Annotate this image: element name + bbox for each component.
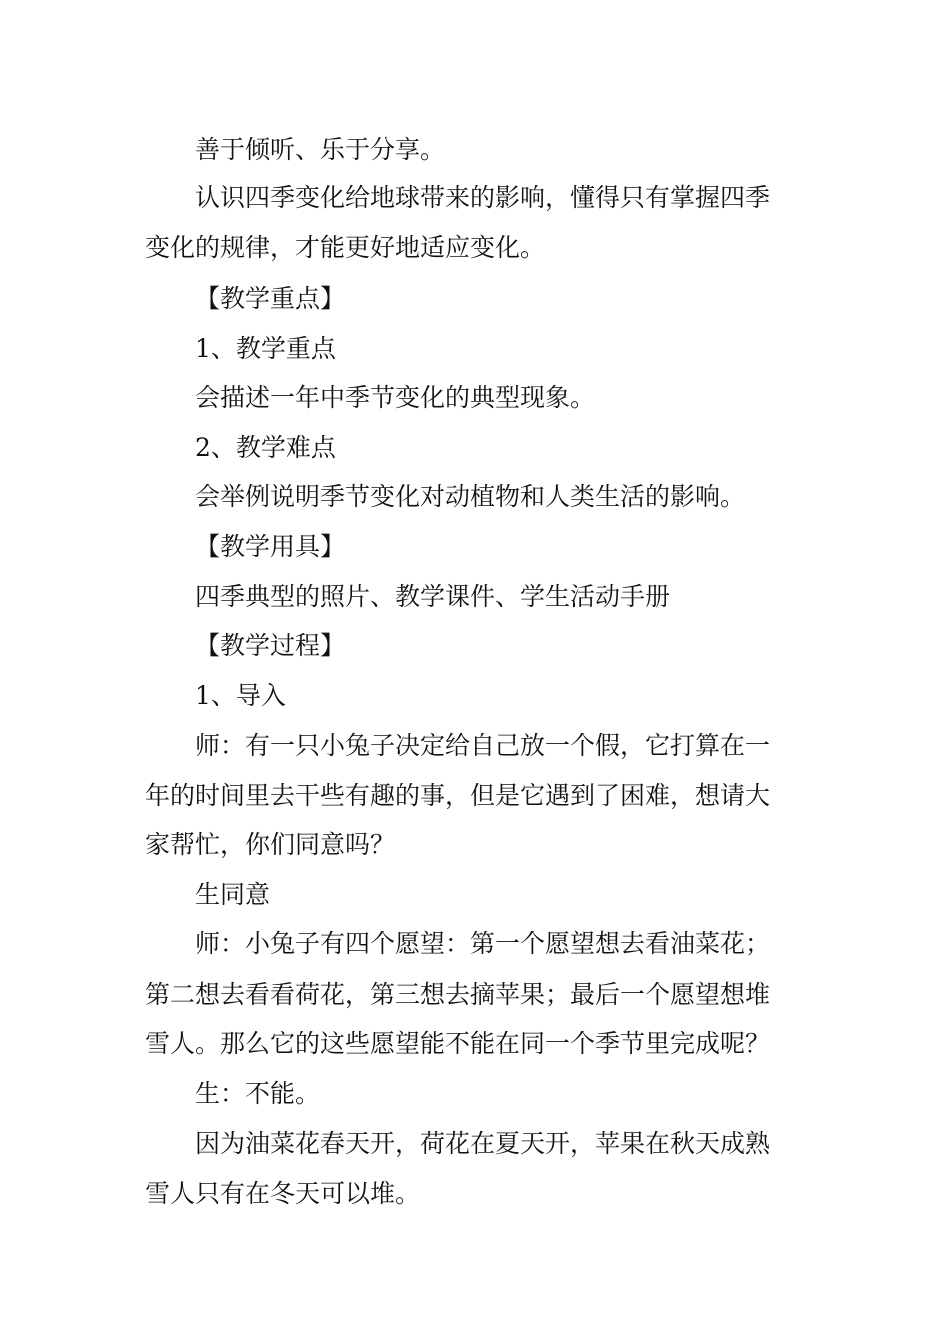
paragraph-line: 会描述一年中季节变化的典型现象。 (195, 383, 596, 412)
subheading: 1、教学重点 (195, 334, 336, 363)
paragraph-line: 雪人只有在冬天可以堆。 (145, 1179, 421, 1208)
paragraph-line: 师：有一只小兔子决定给自己放一个假，它打算在一 (195, 731, 771, 760)
paragraph-line: 生同意 (195, 880, 271, 909)
paragraph-line: 第二想去看看荷花，第三想去摘苹果；最后一个愿望想堆 (145, 980, 771, 1009)
paragraph-line: 家帮忙，你们同意吗？ (145, 830, 396, 859)
paragraph-line: 四季典型的照片、教学课件、学生活动手册 (195, 582, 671, 611)
paragraph-line: 因为油菜花春天开，荷花在夏天开，苹果在秋天成熟 (195, 1129, 771, 1158)
paragraph-line: 善于倾听、乐于分享。 (195, 135, 446, 164)
paragraph-line: 认识四季变化给地球带来的影响，懂得只有掌握四季 (195, 183, 771, 212)
subheading: 2、教学难点 (195, 433, 336, 462)
paragraph-line: 师：小兔子有四个愿望：第一个愿望想去看油菜花； (195, 929, 771, 958)
paragraph-line: 变化的规律，才能更好地适应变化。 (145, 233, 546, 262)
subheading: 1、导入 (195, 681, 286, 710)
paragraph-line: 年的时间里去干些有趣的事，但是它遇到了困难，想请大 (145, 781, 771, 810)
paragraph-line: 会举例说明季节变化对动植物和人类生活的影响。 (195, 482, 746, 511)
section-heading: 【教学用具】 (195, 532, 346, 561)
section-heading: 【教学过程】 (195, 631, 346, 660)
paragraph-line: 雪人。那么它的这些愿望能不能在同一个季节里完成呢？ (145, 1029, 771, 1058)
section-heading: 【教学重点】 (195, 284, 346, 313)
paragraph-line: 生：不能。 (195, 1079, 321, 1108)
